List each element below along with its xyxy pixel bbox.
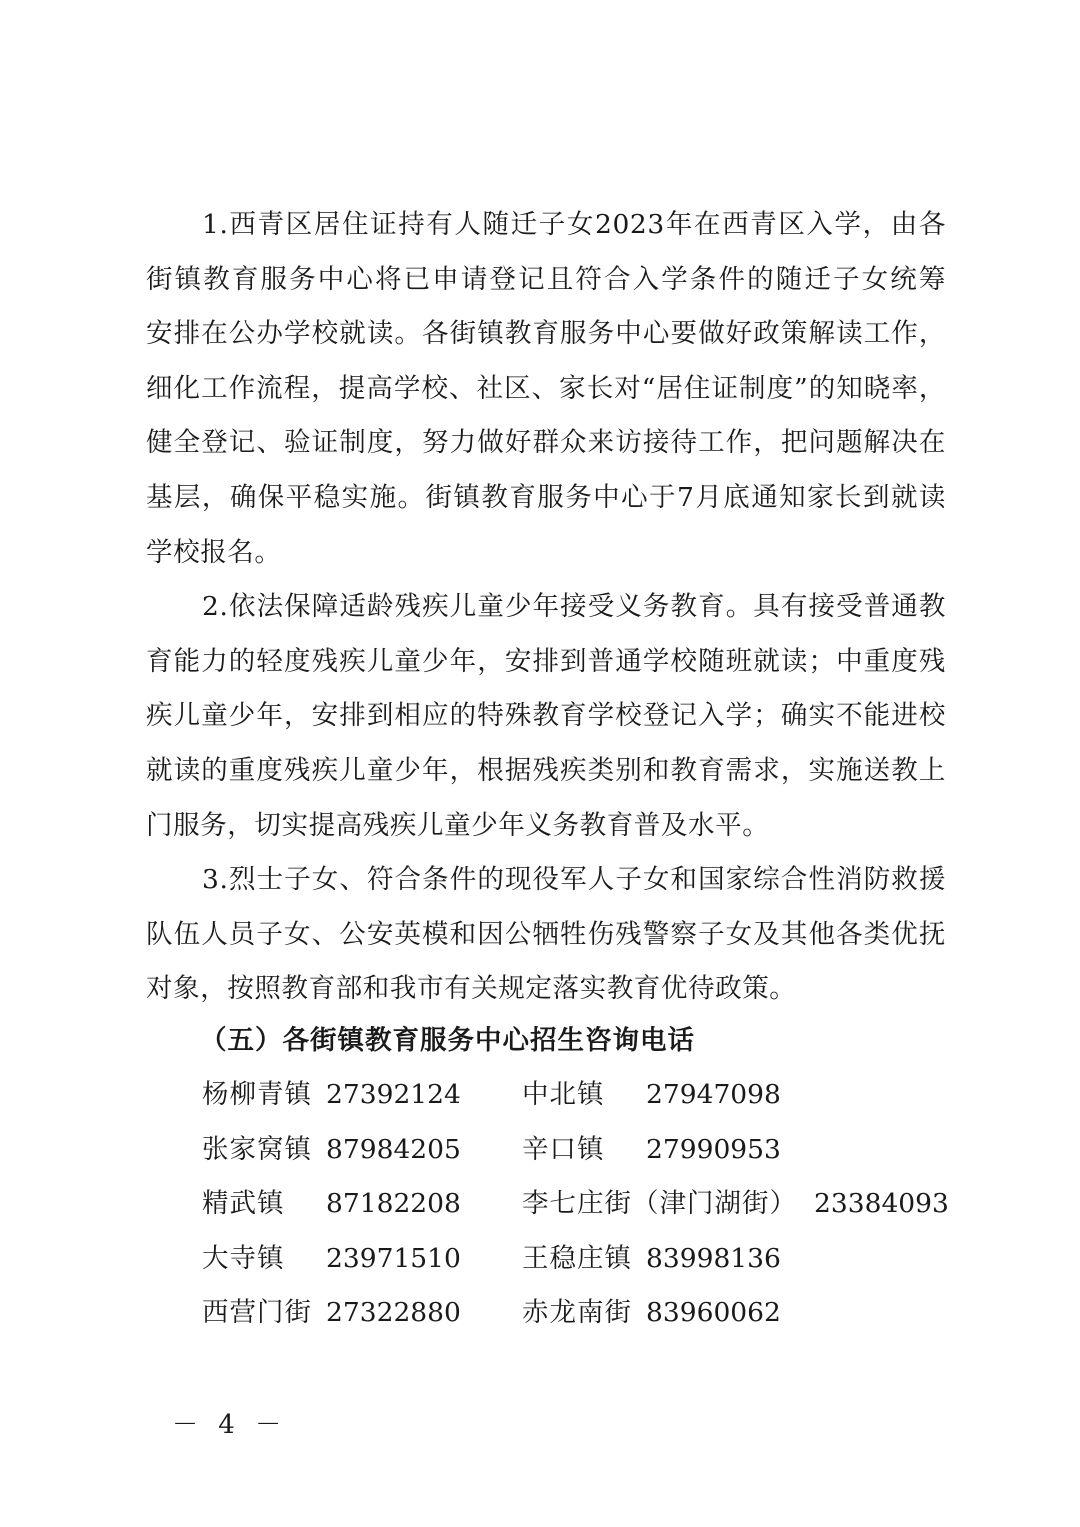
paragraph-1 — [146, 198, 946, 580]
paragraph-3 — [146, 853, 946, 1017]
paragraph-line: 门服务，切实提高残疾儿童少年义务教育普及水平。 — [146, 809, 770, 841]
contact-row — [202, 1068, 962, 1123]
paragraph-line: 育能力的轻度残疾儿童少年，安排到普通学校随班就读；中重度残 — [146, 645, 946, 677]
paragraph-line: 就读的重度残疾儿童少年，根据残疾类别和教育需求，实施送教上 — [146, 754, 946, 786]
paragraph-line: 1.西青区居住证持有人随迁子女2023年在西青区入学，由各 — [202, 209, 946, 240]
phone-number: 87984205 — [326, 1133, 461, 1165]
page-number: － 4 － — [172, 1410, 288, 1440]
phone-number: 87182208 — [326, 1188, 461, 1220]
phone-number: 27947098 — [646, 1079, 781, 1110]
paragraph-line: 安排在公办学校就读。各街镇教育服务中心要做好政策解读工作， — [146, 318, 946, 350]
paragraph-line: 疾儿童少年，安排到相应的特殊教育学校登记入学；确实不能进校 — [146, 700, 946, 732]
contact-row — [202, 1286, 962, 1341]
office-name: 张家窝镇 — [202, 1133, 312, 1165]
section-heading: （五）各街镇教育服务中心招生咨询电话 — [200, 1025, 695, 1056]
phone-number: 27392124 — [326, 1079, 461, 1110]
paragraph-line: 健全登记、验证制度，努力做好群众来访接待工作，把问题解决在 — [146, 427, 946, 459]
office-name: 西营门街 — [202, 1297, 312, 1329]
phone-number: 83998136 — [646, 1242, 781, 1274]
body-text — [146, 198, 946, 1017]
paragraph-line: 街镇教育服务中心将已申请登记且符合入学条件的随迁子女统筹 — [146, 263, 946, 295]
paragraph-2 — [146, 580, 946, 853]
office-name: 李七庄街（津门湖街） — [522, 1188, 797, 1220]
contact-row — [202, 1123, 962, 1178]
phone-number: 23971510 — [326, 1242, 461, 1274]
contact-row — [202, 1232, 962, 1287]
office-name: 赤龙南街 — [522, 1297, 632, 1329]
contact-list — [202, 1068, 962, 1341]
office-name: 杨柳青镇 — [202, 1079, 312, 1110]
paragraph-line: 对象，按照教育部和我市有关规定落实教育优待政策。 — [146, 973, 797, 1005]
phone-number: 23384093 — [814, 1188, 949, 1220]
office-name: 大寺镇 — [202, 1242, 285, 1274]
paragraph-line: 基层，确保平稳实施。街镇教育服务中心于7月底通知家长到就读 — [146, 481, 946, 513]
office-name: 王稳庄镇 — [522, 1242, 632, 1274]
phone-number: 27990953 — [646, 1133, 781, 1165]
paragraph-line: 2.依法保障适龄残疾儿童少年接受义务教育。具有接受普通教 — [202, 591, 946, 623]
paragraph-line: 细化工作流程，提高学校、社区、家长对“居住证制度”的知晓率， — [146, 372, 946, 404]
office-name: 辛口镇 — [522, 1133, 605, 1165]
phone-number: 83960062 — [646, 1297, 781, 1329]
paragraph-line: 学校报名。 — [146, 536, 282, 568]
paragraph-line: 3.烈士子女、符合条件的现役军人子女和国家综合性消防救援 — [202, 864, 946, 896]
contact-row — [202, 1177, 962, 1232]
paragraph-line: 队伍人员子女、公安英模和因公牺牲伤残警察子女及其他各类优抚 — [146, 918, 946, 950]
phone-number: 27322880 — [326, 1297, 461, 1329]
office-name: 精武镇 — [202, 1188, 285, 1220]
office-name: 中北镇 — [522, 1079, 605, 1110]
